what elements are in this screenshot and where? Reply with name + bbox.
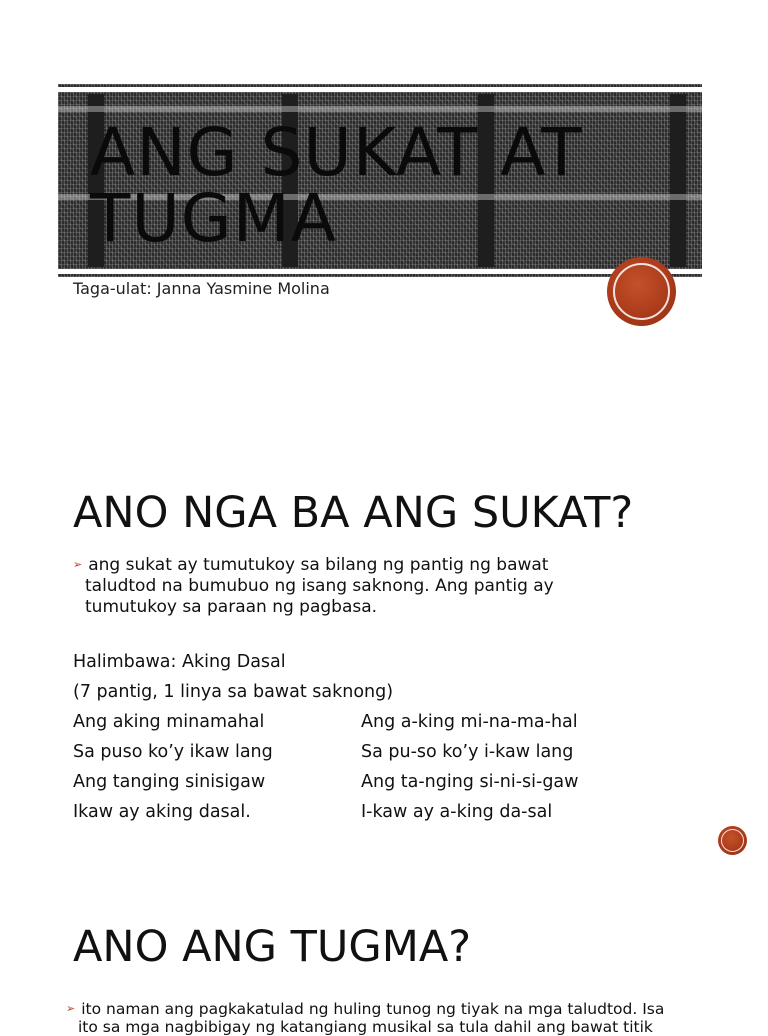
poem-row bbox=[73, 802, 553, 822]
poem-row bbox=[73, 742, 574, 762]
banner-bottom-stripe bbox=[58, 269, 702, 274]
poem-syllables: Ang a-king mi-na-ma-hal bbox=[361, 712, 578, 732]
bullet-text: ito naman ang pagkakatulad ng huling tunog ng tiyak na mga taludtod. Isa bbox=[81, 1000, 665, 1018]
poem-syllables: Ang ta-nging si-ni-si-gaw bbox=[361, 772, 579, 792]
sukat-heading: ANO NGA BA ANG SUKAT? bbox=[73, 488, 634, 538]
slide-title bbox=[90, 114, 690, 257]
bullet-text: ang sukat ay tumutukoy sa bilang ng pantig ng bawat bbox=[88, 555, 549, 575]
poem-syllables: I-kaw ay a-king da-sal bbox=[361, 802, 553, 822]
banner-top-stripe bbox=[58, 87, 702, 92]
sukat-slide bbox=[0, 460, 768, 880]
bullet-line bbox=[73, 554, 693, 576]
poem-row bbox=[73, 772, 579, 792]
bullet-line: taludtod na bumubuo ng isang saknong. Ang pantig ay bbox=[85, 576, 554, 596]
sukat-bullet bbox=[73, 554, 693, 618]
poem-line: Sa puso ko’y ikaw lang bbox=[73, 742, 273, 762]
title-line-1: ANG SUKAT AT bbox=[90, 114, 583, 191]
tugma-bullet bbox=[66, 1000, 706, 1036]
banner-row bbox=[58, 106, 702, 112]
bullet-line: ito sa mga nagbibigay ng katangiang musikal sa tula dahil ang bawat titik bbox=[78, 1018, 653, 1036]
tugma-heading: ANO ANG TUGMA? bbox=[73, 922, 472, 972]
example-label: Halimbawa: Aking Dasal bbox=[73, 652, 286, 672]
poem-row bbox=[73, 712, 578, 732]
bullet-line bbox=[66, 1000, 706, 1018]
tugma-slide bbox=[0, 900, 768, 1036]
poem-syllables: Sa pu-so ko’y i-kaw lang bbox=[361, 742, 574, 762]
poem-line: Ang aking minamahal bbox=[73, 712, 265, 732]
example-note: (7 pantig, 1 linya sa bawat saknong) bbox=[73, 682, 394, 702]
presenter-subtitle: Taga-ulat: Janna Yasmine Molina bbox=[73, 279, 330, 298]
arrow-bullet-icon: ➢ bbox=[66, 1002, 76, 1015]
title-slide bbox=[0, 0, 768, 400]
arrow-bullet-icon: ➢ bbox=[73, 558, 83, 571]
bullet-line: tumutukoy sa paraan ng pagbasa. bbox=[85, 597, 378, 617]
poem-line: Ang tanging sinisigaw bbox=[73, 772, 266, 792]
accent-circle-icon bbox=[607, 257, 676, 326]
poem-line: Ikaw ay aking dasal. bbox=[73, 802, 251, 822]
title-line-2: TUGMA bbox=[90, 180, 337, 257]
accent-circle-icon bbox=[718, 826, 747, 855]
